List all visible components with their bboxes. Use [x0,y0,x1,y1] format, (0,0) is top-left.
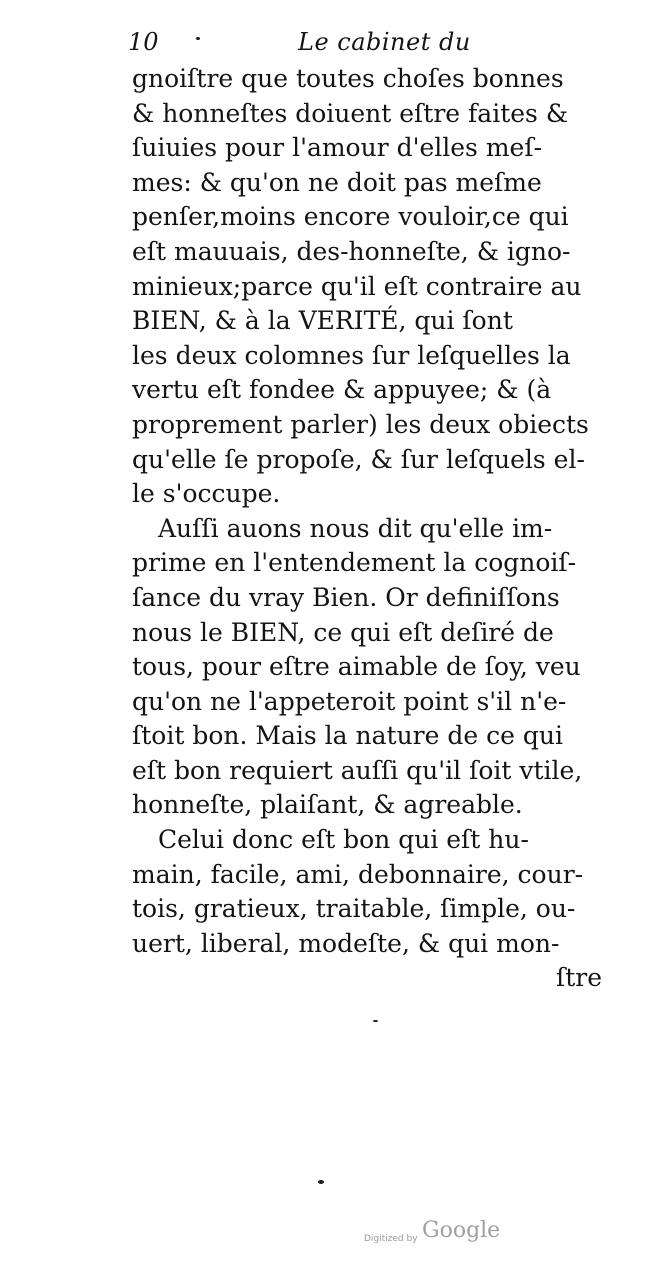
paragraph-start-line: Celui donc eſt bon qui eſt hu- [158,825,529,855]
google-logo: Google [422,1218,501,1243]
ink-speck [196,37,200,40]
text-line: honneſte, plaiſant, & agreable. [132,790,523,820]
text-line: penſer,moins encore vouloir,ce qui [132,202,569,232]
text-line: prime en l'entendement la cognoiſ- [132,548,577,578]
page-header [128,28,608,58]
text-line: ſance du vray Bien. Or definiſſons [132,582,560,612]
text-line: qu'on ne l'appeteroit point s'il n'e- [132,686,567,716]
text-line: mes: & qu'on ne doit pas meſme [132,167,542,197]
text-line: proprement parler) les deux obiects [132,409,589,439]
text-line: tois, gratieux, traitable, ſimple, ou- [132,894,576,924]
text-line: tous, pour eſtre aimable de ſoy, veu [132,652,581,682]
paragraph-start-line: Auſſi auons nous dit qu'elle im- [158,513,553,543]
digitization-watermark [364,1218,514,1254]
text-line: BIEN, & à la VERITÉ, qui ſont [132,306,513,336]
text-line: eſt bon requiert auſſi qu'il ſoit vtile, [132,755,583,785]
page-number: 10 [128,28,159,56]
ink-speck [373,1020,378,1022]
digitized-by-label: Digitized by [364,1234,418,1244]
running-head: Le cabinet du [298,28,471,56]
body-text [132,62,612,996]
text-line: main, facile, ami, debonnaire, cour- [132,859,584,889]
text-line: minieux;parce qu'il eſt contraire au [132,271,582,301]
text-line: eſt mauuais, des-honneſte, & igno- [132,236,571,266]
catchword: ſtre [555,963,602,993]
text-line: gnoiſtre que toutes choſes bonnes [132,64,564,93]
text-line: qu'elle ſe propoſe, & ſur leſquels el- [132,444,585,474]
text-line: nous le BIEN, ce qui eſt deſiré de [132,617,554,647]
text-line: ſuiuies pour l'amour d'elles meſ- [132,133,543,163]
text-line: & honneſtes doiuent eſtre faites & [132,98,569,128]
text-line: uert, liberal, modeſte, & qui mon- [132,928,560,958]
text-line: vertu eſt fondee & appuyee; & (à [132,375,552,405]
text-line: les deux colomnes ſur leſquelles la [132,340,571,370]
ink-speck [318,1180,324,1184]
text-line: ſtoit bon. Mais la nature de ce qui [132,721,563,751]
text-line: le s'occupe. [132,479,281,509]
